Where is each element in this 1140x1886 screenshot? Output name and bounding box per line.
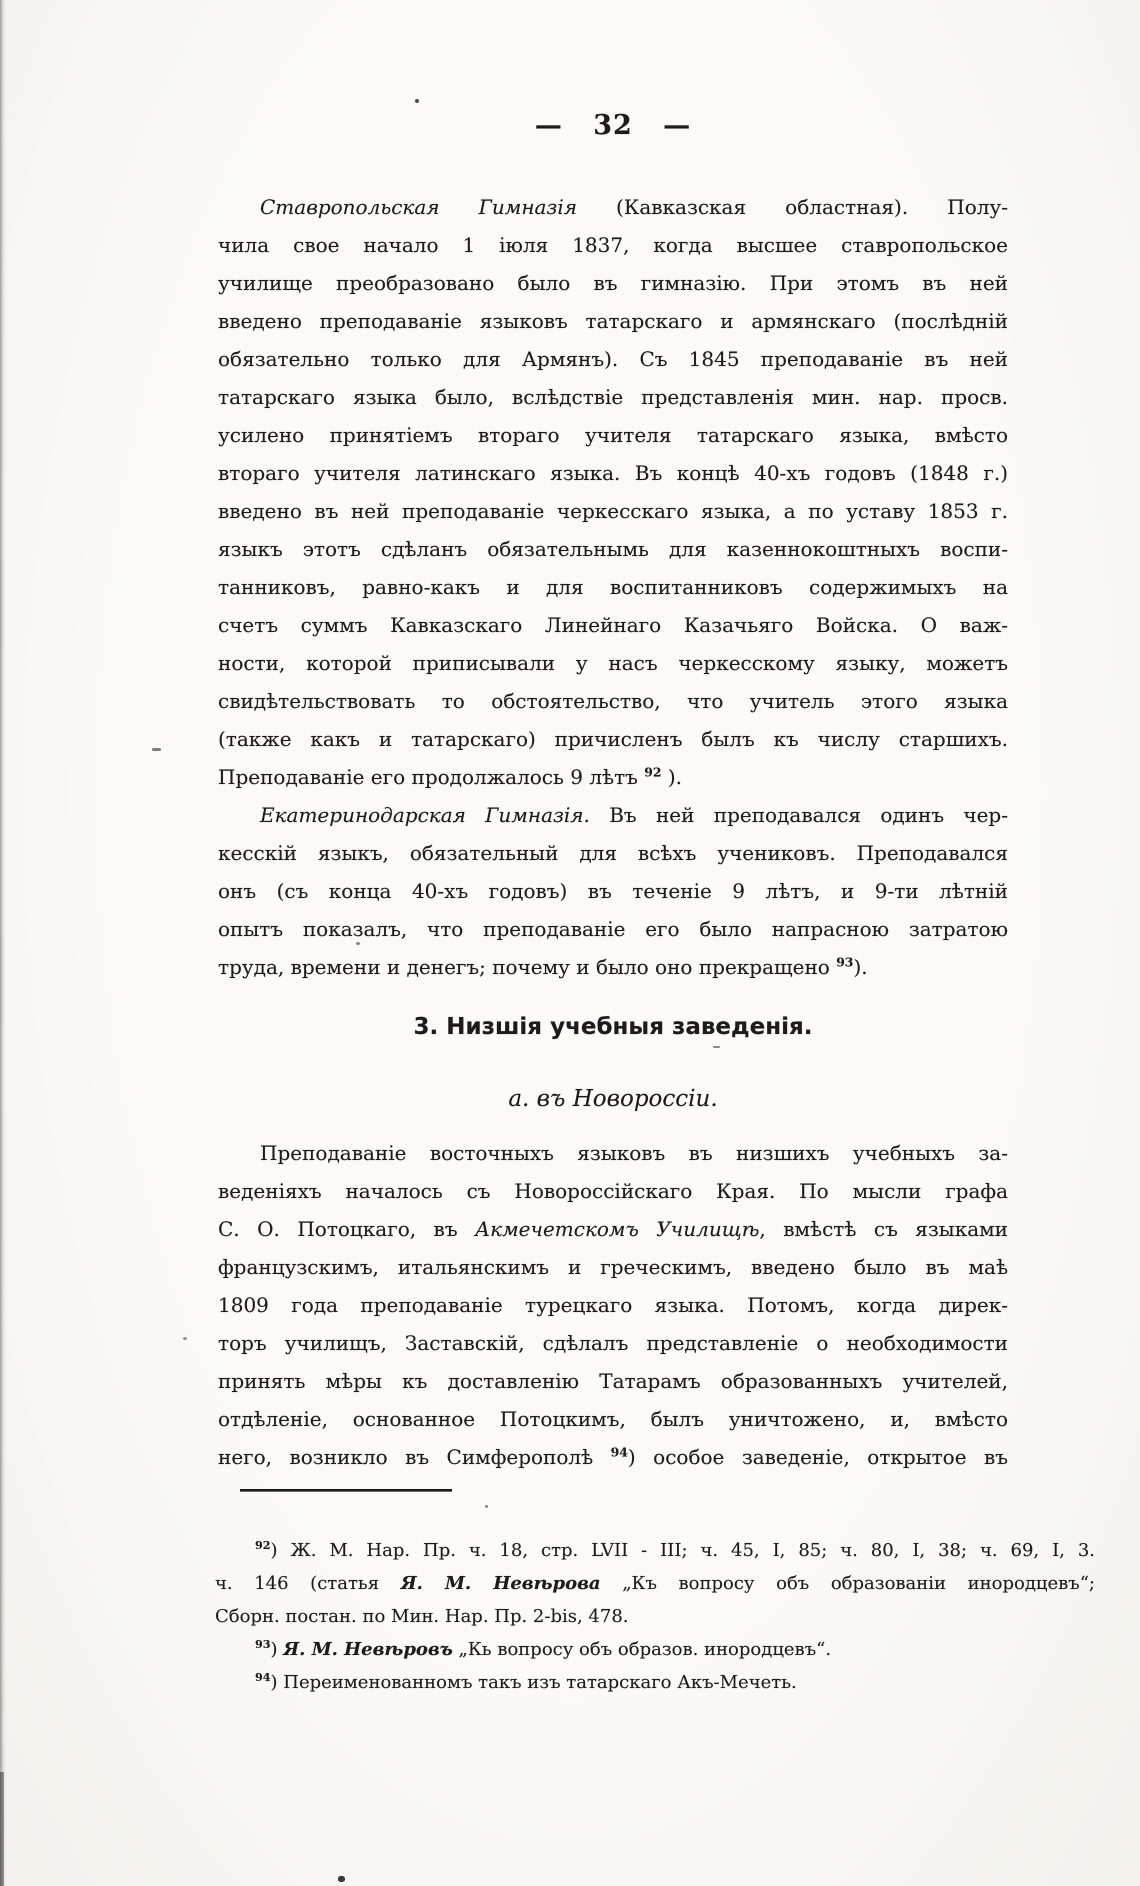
text-line bbox=[218, 1400, 1008, 1438]
text-line bbox=[218, 834, 1008, 872]
text-segment: (также какъ и татарскаго) причисленъ былъ къ числу старшихъ. bbox=[218, 727, 1008, 751]
text-segment: обязательно только для Армянъ). Съ 1845 преподаваніе въ ней bbox=[218, 347, 1008, 371]
text-segment: „Къ вопросу объ образованіи инородцевъ“; bbox=[600, 1573, 1095, 1594]
paragraph-novorossia bbox=[218, 1134, 1008, 1476]
scan-edge-shadow bbox=[0, 0, 6, 1886]
text-segment: ) bbox=[270, 1639, 284, 1660]
text-line bbox=[218, 188, 1008, 226]
text-segment: Акмечетскомъ Училищѣ bbox=[475, 1217, 760, 1241]
text-segment: ) Переименованномъ такъ изъ татарскаго Акъ-Мечеть. bbox=[270, 1672, 797, 1693]
scan-speck bbox=[338, 1876, 345, 1882]
text-segment: отдѣленіе, основанное Потоцкимъ, былъ уничтожено, и, вмѣсто bbox=[218, 1407, 1008, 1431]
subsection-heading-novorossia: а. въ Новороссіи. bbox=[508, 1086, 718, 1112]
footnote-separator-rule bbox=[240, 1489, 452, 1492]
text-segment: торъ училищъ, Заставскій, сдѣлалъ представленіе о необходимости bbox=[218, 1331, 1008, 1355]
footnotes-block bbox=[215, 1534, 1095, 1699]
text-segment: веденіяхъ началось съ Новороссійскаго Края. По мысли графа bbox=[218, 1179, 1008, 1203]
text-segment: ). bbox=[661, 765, 683, 789]
text-segment: ) особое заведеніе, открытое въ bbox=[627, 1445, 1009, 1469]
text-line bbox=[218, 530, 1008, 568]
main-text-block bbox=[218, 188, 1008, 986]
text-segment: счетъ суммъ Кавказскаго Линейнаго Казачьяго Войска. О важ- bbox=[218, 613, 1008, 637]
text-line bbox=[218, 568, 1008, 606]
text-segment: Ставропольская Гимназія bbox=[260, 195, 577, 219]
text-line bbox=[218, 948, 1008, 986]
text-line bbox=[218, 644, 1008, 682]
text-line bbox=[218, 1286, 1008, 1324]
text-segment: чила свое начало 1 іюля 1837, когда высшее ставропольское bbox=[218, 233, 1008, 257]
text-line bbox=[218, 682, 1008, 720]
text-segment: Преподаваніе его продолжалось 9 лѣтъ bbox=[218, 765, 645, 789]
text-line bbox=[218, 1248, 1008, 1286]
text-segment: татарскаго языка было, вслѣдствіе представленія мин. нар. просв. bbox=[218, 385, 1008, 409]
text-line bbox=[218, 606, 1008, 644]
scan-speck bbox=[356, 942, 360, 945]
text-segment: введено въ ней преподаваніе черкесскаго языка, а по уставу 1853 г. bbox=[218, 499, 1008, 523]
scan-speck bbox=[485, 1505, 488, 1508]
footnote-marker: 93 bbox=[255, 1638, 271, 1651]
text-segment: принять мѣры къ доставленію Татарамъ образованныхъ учителей, bbox=[218, 1369, 1008, 1393]
text-line bbox=[218, 454, 1008, 492]
text-line bbox=[215, 1633, 1095, 1666]
footnote-marker: 94 bbox=[610, 1444, 628, 1460]
text-line bbox=[218, 758, 1008, 796]
text-segment: училище преобразовано было въ гимназію. При этомъ въ ней bbox=[218, 271, 1008, 295]
text-line bbox=[218, 302, 1008, 340]
text-segment: Преподаваніе восточныхъ языковъ въ низшихъ учебныхъ за- bbox=[260, 1141, 1008, 1165]
paragraph-stavropol-gymnasium bbox=[218, 188, 1008, 796]
text-line bbox=[218, 1362, 1008, 1400]
text-line bbox=[218, 796, 1008, 834]
text-line bbox=[218, 872, 1008, 910]
text-line bbox=[215, 1534, 1095, 1567]
text-line bbox=[218, 1210, 1008, 1248]
text-line bbox=[218, 340, 1008, 378]
text-line bbox=[218, 492, 1008, 530]
page-number: — 32 — bbox=[534, 110, 692, 141]
text-segment: свидѣтельствовать то обстоятельство, что учитель этого языка bbox=[218, 689, 1008, 713]
text-line bbox=[215, 1600, 1095, 1633]
text-segment: Я. М. Невѣровъ bbox=[283, 1639, 453, 1660]
text-segment: Въ ней преподавался одинъ чер- bbox=[589, 803, 1008, 827]
footnote-marker: 94 bbox=[255, 1671, 271, 1684]
text-line bbox=[218, 416, 1008, 454]
text-segment: труда, времени и денегъ; почему и было оно прекращено bbox=[218, 955, 837, 979]
text-segment: онъ (съ конца 40-хъ годовъ) въ теченіе 9 лѣтъ, и 9-ти лѣтній bbox=[218, 879, 1008, 903]
text-line bbox=[218, 910, 1008, 948]
scan-edge-artifact bbox=[0, 1772, 4, 1886]
text-segment: С. О. Потоцкаго, въ bbox=[218, 1217, 475, 1241]
text-segment: усилено принятіемъ втораго учителя татарскаго языка, вмѣсто bbox=[218, 423, 1008, 447]
scan-speck bbox=[183, 1337, 187, 1340]
text-segment: введено преподаваніе языковъ татарскаго и армянскаго (послѣдній bbox=[218, 309, 1008, 333]
text-segment: французскимъ, итальянскимъ и греческимъ, введено было въ маѣ bbox=[218, 1255, 1008, 1279]
text-segment: 1809 года преподаваніе турецкаго языка. Потомъ, когда дирек- bbox=[218, 1293, 1008, 1317]
text-segment: втораго учителя латинскаго языка. Въ концѣ 40-хъ годовъ (1848 г.) bbox=[218, 461, 1008, 485]
text-line bbox=[218, 720, 1008, 758]
text-segment: ) Ж. М. Нар. Пр. ч. 18, стр. LVII - III; ч. 45, I, 85; ч. 80, I, 38; ч. 69, I, 3. bbox=[270, 1540, 1095, 1561]
text-segment: него, возникло въ Симферополѣ bbox=[218, 1445, 611, 1469]
text-segment: языкъ этотъ сдѣланъ обязательнымь для казеннокоштныхъ воспи- bbox=[218, 537, 1008, 561]
text-line bbox=[218, 1172, 1008, 1210]
text-segment: , вмѣстѣ съ языками bbox=[759, 1217, 1009, 1241]
text-line bbox=[218, 378, 1008, 416]
text-line bbox=[215, 1666, 1095, 1699]
text-line bbox=[218, 226, 1008, 264]
text-segment: танниковъ, равно-какъ и для воспитанниковъ содержимыхъ на bbox=[218, 575, 1008, 599]
scan-speck bbox=[713, 1046, 720, 1048]
text-segment: ч. 146 (статья bbox=[215, 1573, 401, 1594]
section-heading-lower-schools: 3. Низшія учебныя заведенія. bbox=[413, 1014, 813, 1040]
text-segment: Я. М. Невѣрова bbox=[400, 1573, 601, 1594]
text-line bbox=[218, 1438, 1008, 1476]
footnote-marker: 92 bbox=[644, 764, 662, 780]
text-segment: кесскій языкъ, обязательный для всѣхъ учениковъ. Преподавался bbox=[218, 841, 1008, 865]
text-segment: „Кь вопросу объ образов. инородцевъ“. bbox=[452, 1639, 832, 1660]
scan-speck bbox=[152, 748, 161, 751]
text-segment: ности, которой приписывали у насъ черкесскому языку, можетъ bbox=[218, 651, 1008, 675]
text-segment: (Кавказская областная). Полу- bbox=[576, 195, 1008, 219]
text-segment: опытъ показалъ, что преподаваніе его было напрасною затратою bbox=[218, 917, 1008, 941]
text-segment: Екатеринодарская Гимназія. bbox=[260, 803, 590, 827]
paragraph-ekaterinodar-gymnasium bbox=[218, 796, 1008, 986]
scan-speck bbox=[415, 99, 419, 103]
text-line bbox=[218, 264, 1008, 302]
text-line bbox=[215, 1567, 1095, 1600]
text-segment: Сборн. постан. по Мин. Нар. Пр. 2-bis, 478. bbox=[215, 1606, 629, 1627]
footnote-marker: 92 bbox=[255, 1539, 271, 1552]
text-line bbox=[218, 1324, 1008, 1362]
text-line bbox=[218, 1134, 1008, 1172]
text-segment: ). bbox=[853, 955, 868, 979]
footnote-marker: 93 bbox=[836, 954, 854, 970]
